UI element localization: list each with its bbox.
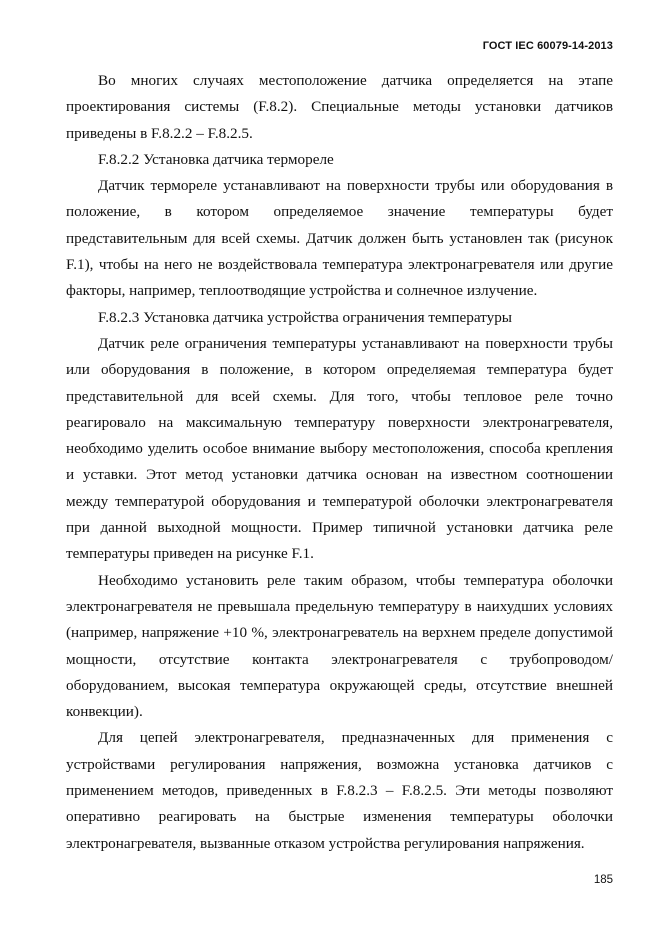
paragraph-relay-setting: Необходимо установить реле таким образом, чтобы температура оболочки электронагревателя не превышала предельную температуру в наихудших условиях (например, напряжение +10 %, электронагреватель на верхнем пределе допустимой мощности, отсутствие контакта электронагревателя с трубопроводом/оборудованием, высокая температура окружающей среды, отсутствие внешней конвекции). <box>66 571 613 721</box>
section-heading-f8222: F.8.2.2 Установка датчика термореле <box>98 150 334 168</box>
paragraph-limiter-sensor: Датчик реле ограничения температуры устанавливают на поверхности трубы или оборудования в положение, в котором определяемая температура будет представительной для всей схемы. Для того, чтобы тепловое реле точно реагировало на максимальную температуру поверхности электронагревателя, необходимо уделить особое внимание выбору местоположения, способа крепления и уставки. Этот метод установки датчика основан на известном соотношении между температурой оборудования и температурой оболочки электронагревателя при данной выходной мощности. Пример типичной установки датчика реле температуры приведен на рисунке F.1. <box>66 334 613 563</box>
paragraph-voltage-regulation: Для цепей электронагревателя, предназначенных для применения с устройствами регулирования напряжения, возможна установка датчиков с применением методов, приведенных в F.8.2.3 – F.8.2.5. Эти методы позволяют оперативно реагировать на быстрые изменения температуры оболочки электронагревателя, вызванные отказом устройства регулирования напряжения. <box>66 729 613 852</box>
section-heading-f8223: F.8.2.3 Установка датчика устройства ограничения температуры <box>98 308 512 326</box>
document-body <box>66 68 613 857</box>
document-standard-header: ГОСТ IEC 60079-14-2013 <box>482 40 613 52</box>
page-number: 185 <box>593 874 613 886</box>
paragraph-thermostat-sensor: Датчик термореле устанавливают на поверхности трубы или оборудования в положение, в котором определяемое значение температуры будет представительным для всей схемы. Датчик должен быть установлен так (рисунок F.1), чтобы на него не воздействовала температура электронагревателя или другие факторы, например, теплоотводящие устройства и солнечное излучение. <box>66 177 613 300</box>
paragraph-sensor-location: Во многих случаях местоположение датчика определяется на этапе проектирования системы (F.8.2). Специальные методы установки датчиков приведены в F.8.2.2 – F.8.2.5. <box>66 72 613 142</box>
